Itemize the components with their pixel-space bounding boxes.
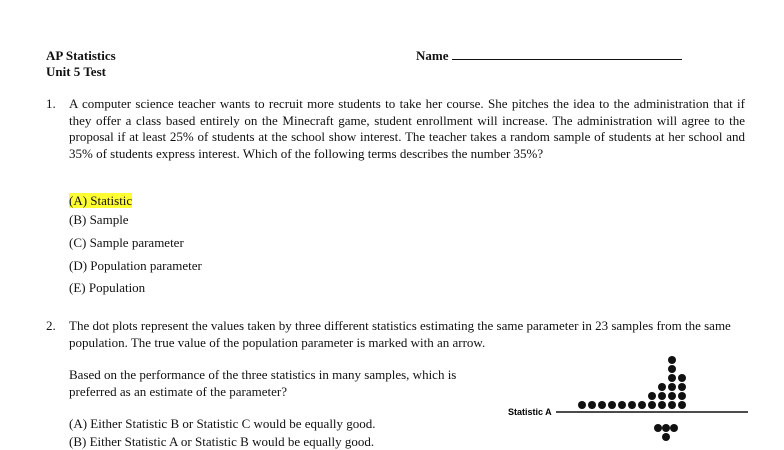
dotplot-dot xyxy=(654,424,662,432)
dotplot-dot xyxy=(670,424,678,432)
dotplot-dot xyxy=(618,401,626,409)
question-2-choice-b[interactable]: (B) Either Statistic A or Statistic B would be equally good. xyxy=(69,434,375,449)
question-2-text: The dot plots represent the values taken by three different statistics estimating the same parameter in 23 samples from the same population. The true value of the population parameter is marked with an arrow. xyxy=(69,318,731,350)
dotplot-dot xyxy=(648,392,656,400)
question-1-number: 1. xyxy=(46,96,56,111)
dotplot-dot xyxy=(658,392,666,400)
dotplot-dot xyxy=(668,356,676,364)
name-blank-line[interactable] xyxy=(452,48,682,60)
question-2-prompt: Based on the performance of the three statistics in many samples, which is preferred as an estimate of the parameter? xyxy=(69,367,457,399)
dotplot-label-statistic-a: Statistic A xyxy=(508,407,552,417)
dotplot-dot xyxy=(678,383,686,391)
dotplot-dot xyxy=(662,433,670,441)
dotplot-dot xyxy=(662,424,670,432)
name-label: Name xyxy=(416,48,449,63)
dotplot-figure xyxy=(500,351,760,441)
course-title: AP Statistics xyxy=(46,48,116,63)
dotplot-dot xyxy=(668,401,676,409)
dotplot-dot xyxy=(668,383,676,391)
dotplot-dot xyxy=(578,401,586,409)
question-1-choice-c[interactable]: (C) Sample parameter xyxy=(69,235,184,250)
dotplot-dots xyxy=(578,356,686,441)
dotplot-dot xyxy=(658,401,666,409)
dotplot-dot xyxy=(658,383,666,391)
question-1-choice-d[interactable]: (D) Population parameter xyxy=(69,258,202,273)
question-2-choice-a[interactable]: (A) Either Statistic B or Statistic C would be equally good. xyxy=(69,416,376,431)
dotplot-dot xyxy=(628,401,636,409)
choice-a-highlight: (A) Statistic xyxy=(69,193,133,208)
dotplot-dot xyxy=(678,374,686,382)
question-2-number: 2. xyxy=(46,318,56,333)
dotplot-dot xyxy=(678,392,686,400)
question-1-choice-b[interactable]: (B) Sample xyxy=(69,212,129,227)
dotplot-dot xyxy=(598,401,606,409)
dotplot-dot xyxy=(638,401,646,409)
name-field[interactable] xyxy=(416,48,682,64)
dotplot-dot xyxy=(668,365,676,373)
question-1-choice-e[interactable]: (E) Population xyxy=(69,280,146,295)
unit-title: Unit 5 Test xyxy=(46,64,106,79)
dotplot-dot xyxy=(588,401,596,409)
dotplot-dot xyxy=(678,401,686,409)
question-1-text: A computer science teacher wants to recruit more students to take her course. She pitches the idea to the administration that if they offer a class based entirely on the Minecraft game, student enrollment will increase. The administration will agree to the proposal if at least 25% of students at the school show interest. The teacher takes a random sample of students at her school and 35% of students express interest. Which of the following terms describes the number 35%? xyxy=(69,96,745,161)
question-1-choice-a[interactable] xyxy=(69,193,132,209)
dotplot-dot xyxy=(668,374,676,382)
dotplot-dot xyxy=(648,401,656,409)
dotplot-dot xyxy=(668,392,676,400)
dotplot-dot xyxy=(608,401,616,409)
